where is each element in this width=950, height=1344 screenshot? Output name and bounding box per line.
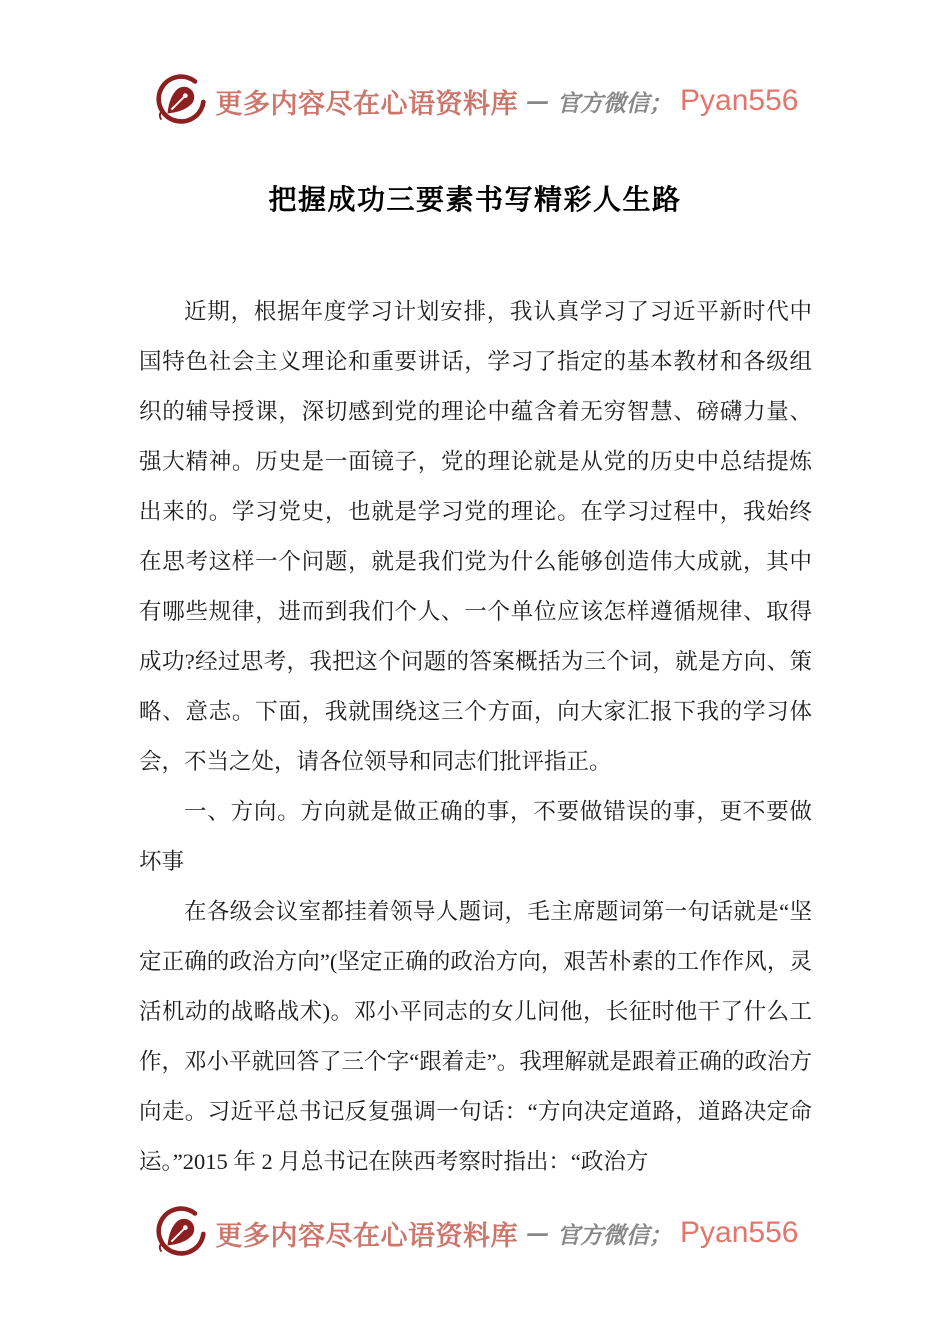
header-brand-text: 更多内容尽在心语资料库 bbox=[215, 88, 519, 119]
footer-wechat-label: 官方微信； bbox=[557, 1221, 673, 1249]
header-brand-dash: — bbox=[526, 87, 550, 115]
footer-wechat-id: Pyan556 bbox=[680, 1216, 799, 1249]
footer-brand-dash: — bbox=[526, 1219, 550, 1247]
pen-swirl-logo-icon bbox=[152, 1204, 208, 1262]
footer-watermark bbox=[0, 1204, 950, 1262]
header-watermark bbox=[0, 72, 950, 130]
footer-brand-text: 更多内容尽在心语资料库 bbox=[215, 1220, 519, 1251]
paragraph-intro: 近期，根据年度学习计划安排，我认真学习了习近平新时代中国特色社会主义理论和重要讲话，学习了指定的基本教材和各级组织的辅导授课，深切感到党的理论中蕴含着无穷智慧、磅礴力量、强大精神。历史是一面镜子，党的理论就是从党的历史中总结提炼出来的。学习党史，也就是学习党的理论。在学习过程中，我始终在思考这样一个问题，就是我们党为什么能够创造伟大成就，其中有哪些规律，进而到我们个人、一个单位应该怎样遵循规律、取得成功?经过思考，我把这个问题的答案概括为三个词，就是方向、策略、意志。下面，我就围绕这三个方面，向大家汇报下我的学习体会，不当之处，请各位领导和同志们批评指正。 bbox=[139, 299, 812, 774]
header-wechat-label: 官方微信； bbox=[557, 89, 673, 117]
paragraph-direction-detail: 在各级会议室都挂着领导人题词，毛主席题词第一句话就是“坚定正确的政治方向”(坚定正确的政治方向，艰苦朴素的工作作风，灵活机动的战略战术)。邓小平同志的女儿问他，长征时他干了什么工作，邓小平就回答了三个字“跟着走”。我理解就是跟着正确的政治方向走。习近平总书记反复强调一句话：“方向决定道路，道路决定命运。”2015 年 2 月总书记在陕西考察时指出：“政治方 bbox=[139, 899, 812, 1174]
header-wechat-id: Pyan556 bbox=[680, 84, 799, 117]
pen-swirl-logo-icon bbox=[152, 72, 208, 130]
paragraph-heading-direction: 一、方向。方向就是做正确的事，不要做错误的事，更不要做坏事 bbox=[139, 799, 812, 874]
document-body bbox=[139, 287, 812, 1187]
document-title: 把握成功三要素书写精彩人生路 bbox=[268, 185, 682, 216]
